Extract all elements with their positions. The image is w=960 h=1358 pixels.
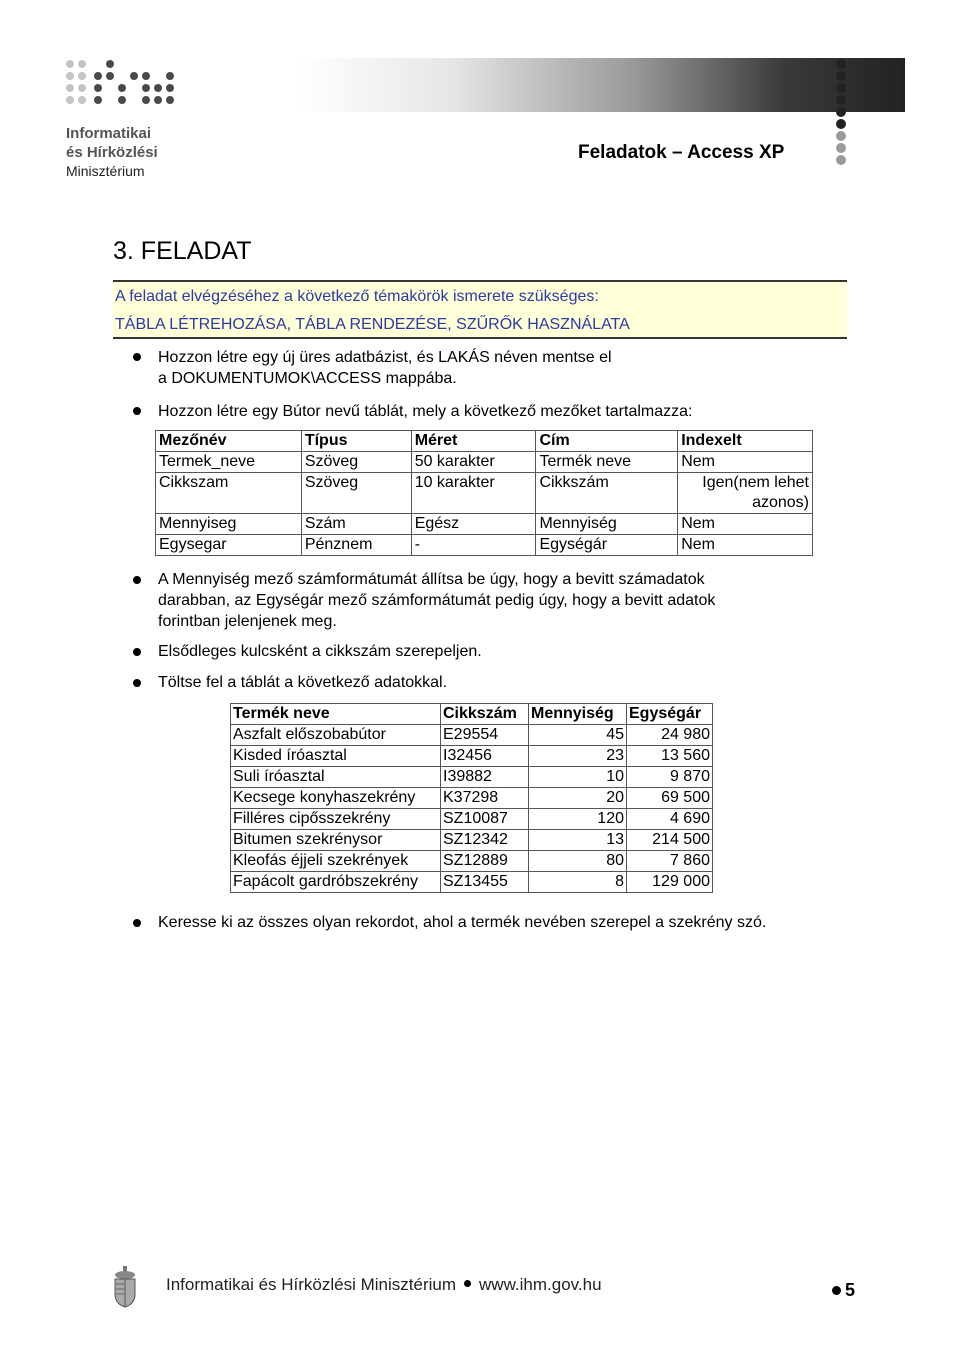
table-cell: E29554	[441, 725, 529, 746]
table-cell: Kleofás éjjeli szekrények	[231, 851, 441, 872]
table-row	[156, 535, 813, 556]
table-row	[231, 788, 713, 809]
table-row	[231, 851, 713, 872]
footer-org: Informatikai és Hírközlési Minisztérium	[166, 1275, 457, 1294]
instruction-1-line-2: a DOKUMENTUMOK\ACCESS mappába.	[158, 370, 457, 387]
ministry-logo-text	[66, 124, 158, 181]
prerequisites-box	[113, 280, 847, 339]
table-row	[231, 872, 713, 893]
table-cell: SZ10087	[441, 809, 529, 830]
table-row	[156, 452, 813, 473]
table-cell: Igen(nem lehet azonos)	[678, 473, 813, 514]
table-cell: 7 860	[627, 851, 713, 872]
table-cell: Termek_neve	[156, 452, 302, 473]
table-cell: -	[411, 535, 536, 556]
table-cell: 13 560	[627, 746, 713, 767]
instruction-5: Töltse fel a táblát a következő adatokkal.	[158, 674, 448, 691]
table-cell: 69 500	[627, 788, 713, 809]
footer-url[interactable]: www.ihm.gov.hu	[479, 1275, 602, 1294]
table-cell: 24 980	[627, 725, 713, 746]
task-title: 3. FELADAT	[113, 237, 252, 265]
table-cell: Mennyiség	[536, 514, 678, 535]
table-cell: Bitumen szekrénysor	[231, 830, 441, 851]
logo-line-2: és Hírközlési	[66, 144, 158, 161]
bullet-icon	[133, 679, 141, 687]
table-row	[231, 725, 713, 746]
bullet-icon	[133, 648, 141, 656]
table-cell: 80	[529, 851, 627, 872]
table-cell: 23	[529, 746, 627, 767]
table-cell: K37298	[441, 788, 529, 809]
table-cell: Termék neve	[536, 452, 678, 473]
table-cell: Nem	[678, 535, 813, 556]
header-cell: Indexelt	[678, 431, 813, 452]
table-cell: 50 karakter	[411, 452, 536, 473]
header-gradient-bar	[300, 58, 905, 112]
table-cell: SZ12889	[441, 851, 529, 872]
instruction-3-line-1: A Mennyiség mező számformátumát állítsa be úgy, hogy a bevitt számadatok	[158, 571, 705, 588]
instruction-3-line-2: darabban, az Egységár mező számformátumát pedig úgy, hogy a bevitt adatok	[158, 592, 716, 609]
bullet-icon	[133, 919, 141, 927]
instruction-6: Keresse ki az összes olyan rekordot, ahol a termék nevében szerepel a szekrény szó.	[158, 914, 767, 931]
table-cell: Szöveg	[301, 452, 411, 473]
instruction-3-line-3: forintban jelenjenek meg.	[158, 613, 337, 630]
footer-separator-icon	[464, 1280, 471, 1287]
table-cell: SZ13455	[441, 872, 529, 893]
logo-line-3: Minisztérium	[66, 163, 145, 179]
header-cell: Méret	[411, 431, 536, 452]
table-cell: Aszfalt előszobabútor	[231, 725, 441, 746]
page-number: 5	[845, 1280, 856, 1300]
furniture-data-table	[230, 703, 713, 893]
prerequisites-intro: A feladat elvégzéséhez a következő témakörök ismerete szükséges:	[115, 288, 599, 305]
table-cell: 10 karakter	[411, 473, 536, 514]
table-cell: Suli íróasztal	[231, 767, 441, 788]
table-cell: Nem	[678, 452, 813, 473]
logo-line-1: Informatikai	[66, 125, 152, 142]
header-dots-decoration-icon	[832, 58, 850, 168]
document-title: Feladatok – Access XP	[578, 142, 785, 163]
instruction-2: Hozzon létre egy Bútor nevű táblát, mely a következő mezőket tartalmazza:	[158, 403, 693, 420]
table-header-row	[156, 431, 813, 452]
table-cell: Szám	[301, 514, 411, 535]
table-cell: 13	[529, 830, 627, 851]
header-cell: Termék neve	[231, 704, 441, 725]
header-cell: Cikkszám	[441, 704, 529, 725]
table-row	[231, 809, 713, 830]
table-header-row	[231, 704, 713, 725]
table-cell: Nem	[678, 514, 813, 535]
bullet-icon	[133, 353, 141, 361]
ministry-logo-icon	[64, 58, 184, 114]
table-cell: Kecsege konyhaszekrény	[231, 788, 441, 809]
table-cell: I39882	[441, 767, 529, 788]
table-cell: 20	[529, 788, 627, 809]
bullet-icon	[133, 576, 141, 584]
page-bullet-icon	[832, 1286, 841, 1295]
header-cell: Egységár	[627, 704, 713, 725]
footer-text	[166, 1275, 602, 1295]
instruction-4: Elsődleges kulcsként a cikkszám szerepeljen.	[158, 643, 482, 660]
prerequisites-topics: TÁBLA LÉTREHOZÁSA, TÁBLA RENDEZÉSE, SZŰRŐK HASZNÁLATA	[115, 316, 630, 333]
instruction-1	[158, 347, 612, 389]
table-row	[231, 746, 713, 767]
table-cell: 120	[529, 809, 627, 830]
table-cell: 4 690	[627, 809, 713, 830]
table-cell: SZ12342	[441, 830, 529, 851]
instruction-1-line-1: Hozzon létre egy új üres adatbázist, és LAKÁS néven mentse el	[158, 349, 612, 366]
table-cell: I32456	[441, 746, 529, 767]
table-row	[231, 767, 713, 788]
table-cell: 9 870	[627, 767, 713, 788]
table-cell: 10	[529, 767, 627, 788]
table-cell: Cikkszam	[156, 473, 302, 514]
table-cell: Cikkszám	[536, 473, 678, 514]
table-row	[231, 830, 713, 851]
table-cell: 45	[529, 725, 627, 746]
table-cell: Mennyiseg	[156, 514, 302, 535]
instruction-3	[158, 569, 715, 632]
table-cell: 8	[529, 872, 627, 893]
table-cell: Kisded íróasztal	[231, 746, 441, 767]
table-cell: Egész	[411, 514, 536, 535]
header-cell: Mezőnév	[156, 431, 302, 452]
table-cell: Fapácolt gardróbszekrény	[231, 872, 441, 893]
coat-of-arms-icon	[112, 1266, 138, 1308]
fields-table	[155, 430, 813, 556]
table-cell: Egységár	[536, 535, 678, 556]
header-cell: Cím	[536, 431, 678, 452]
table-row	[156, 514, 813, 535]
table-cell: Szöveg	[301, 473, 411, 514]
table-cell: Pénznem	[301, 535, 411, 556]
table-cell: 129 000	[627, 872, 713, 893]
table-row	[156, 473, 813, 514]
table-cell: Egysegar	[156, 535, 302, 556]
bullet-icon	[133, 407, 141, 415]
table-cell: Filléres cipősszekrény	[231, 809, 441, 830]
header-cell: Mennyiség	[529, 704, 627, 725]
header-cell: Típus	[301, 431, 411, 452]
table-cell: 214 500	[627, 830, 713, 851]
